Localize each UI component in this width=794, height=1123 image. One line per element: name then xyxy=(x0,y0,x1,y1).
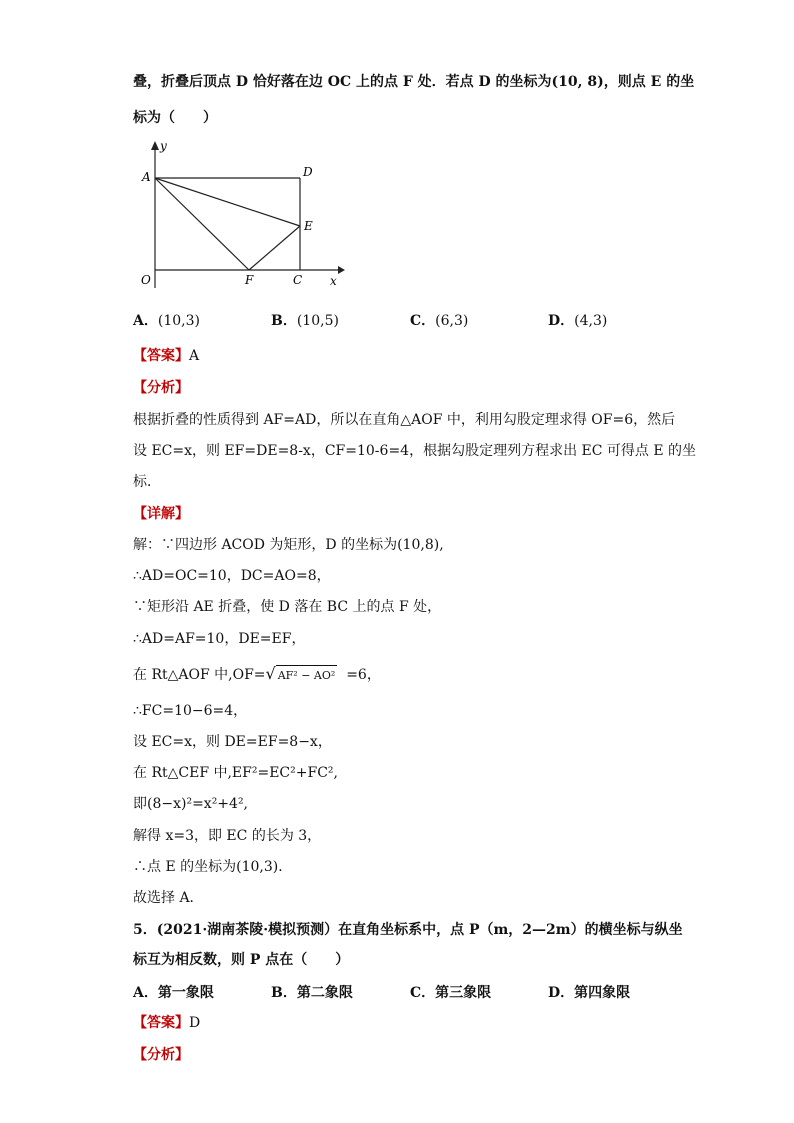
label-a: A xyxy=(142,170,151,184)
analysis-line-3: 标． xyxy=(133,474,161,490)
answer-value: A xyxy=(189,348,200,364)
label-e: E xyxy=(304,219,313,233)
geometry-figure xyxy=(133,138,348,290)
detail-line-2: ∴AD=OC=10，DC=AO=8， xyxy=(133,568,331,584)
segment-af xyxy=(155,178,249,270)
x-axis-arrow xyxy=(338,266,345,274)
label-f: F xyxy=(245,273,254,287)
q5-answer-tag: 【答案】 xyxy=(133,1015,189,1031)
label-d: D xyxy=(303,165,313,179)
detail-line-1: 解：∵四边形 ACOD 为矩形，D 的坐标为(10,8), xyxy=(133,537,444,553)
q5-analysis-tag: 【分析】 xyxy=(133,1047,189,1063)
q5-option-d: D．第四象限 xyxy=(548,985,631,1001)
detail-line-8: 即(8−x)²=x²+4², xyxy=(133,796,249,812)
q5-answer-line xyxy=(133,1013,200,1033)
answer-line xyxy=(133,346,199,366)
question-4-text-line-1: 叠，折叠后顶点 D 恰好落在边 OC 上的点 F 处．若点 D 的坐标为(10, 8)，则点 E 的坐 xyxy=(133,74,695,90)
analysis-tag: 【分析】 xyxy=(133,380,189,396)
detail-line-9: 解得 x=3，即 EC 的长为 3， xyxy=(133,828,322,844)
q5-answer-value: D xyxy=(189,1015,201,1031)
q5-option-a: A．第一象限 xyxy=(133,985,214,1001)
detail-line-11: 故选择 A． xyxy=(133,890,204,906)
detail-line-3: ∵矩形沿 AE 折叠，使 D 落在 BC 上的点 F 处， xyxy=(133,599,442,615)
label-o: O xyxy=(141,273,151,287)
detail-line-7: 在 Rt△CEF 中,EF²=EC²+FC², xyxy=(133,765,338,781)
question-4-text-line-2: 标为（ ） xyxy=(133,110,217,126)
detail-tag: 【详解】 xyxy=(133,506,189,522)
label-x: x xyxy=(330,274,337,288)
segment-fe xyxy=(249,226,300,270)
question-5-text-line-2: 标互为相反数，则 P 点在（ ） xyxy=(133,952,350,968)
option-c: C．(6,3) xyxy=(410,313,469,329)
detail-line-10: ∴点 E 的坐标为(10,3)． xyxy=(133,859,293,875)
detail-line-4: ∴AD=AF=10，DE=EF， xyxy=(133,631,306,647)
question-5-text-line-1: 5．(2021·湖南茶陵·模拟预测）在直角坐标系中，点 P（m，2—2m）的横坐标与纵坐 xyxy=(133,922,683,938)
detail-line-5: ∴FC=10−6=4， xyxy=(133,703,248,719)
q5-option-c: C．第三象限 xyxy=(410,985,492,1001)
q5-option-b: B．第二象限 xyxy=(271,985,353,1001)
segment-ae xyxy=(155,178,300,226)
y-axis-arrow xyxy=(151,141,159,150)
label-y: y xyxy=(160,139,167,153)
analysis-line-1: 根据折叠的性质得到 AF=AD，所以在直角△AOF 中，利用勾股定理求得 OF=6，然后 xyxy=(133,412,676,428)
analysis-line-2: 设 EC=x，则 EF=DE=8-x，CF=10-6=4，根据勾股定理列方程求出 EC 可得点 E 的坐 xyxy=(133,443,697,459)
option-b: B．(10,5) xyxy=(271,313,339,329)
option-a: A．(10,3) xyxy=(133,313,200,329)
detail-line-6: 设 EC=x，则 DE=EF=8−x， xyxy=(133,734,332,750)
option-d: D．(4,3) xyxy=(548,313,608,329)
label-c: C xyxy=(293,273,303,287)
detail-rt-line: 在 Rt△AOF 中,OF=√ AF² − AO² =6， xyxy=(133,664,381,686)
sqrt-expression: AF² − AO² xyxy=(276,665,338,686)
answer-tag: 【答案】 xyxy=(133,348,189,364)
